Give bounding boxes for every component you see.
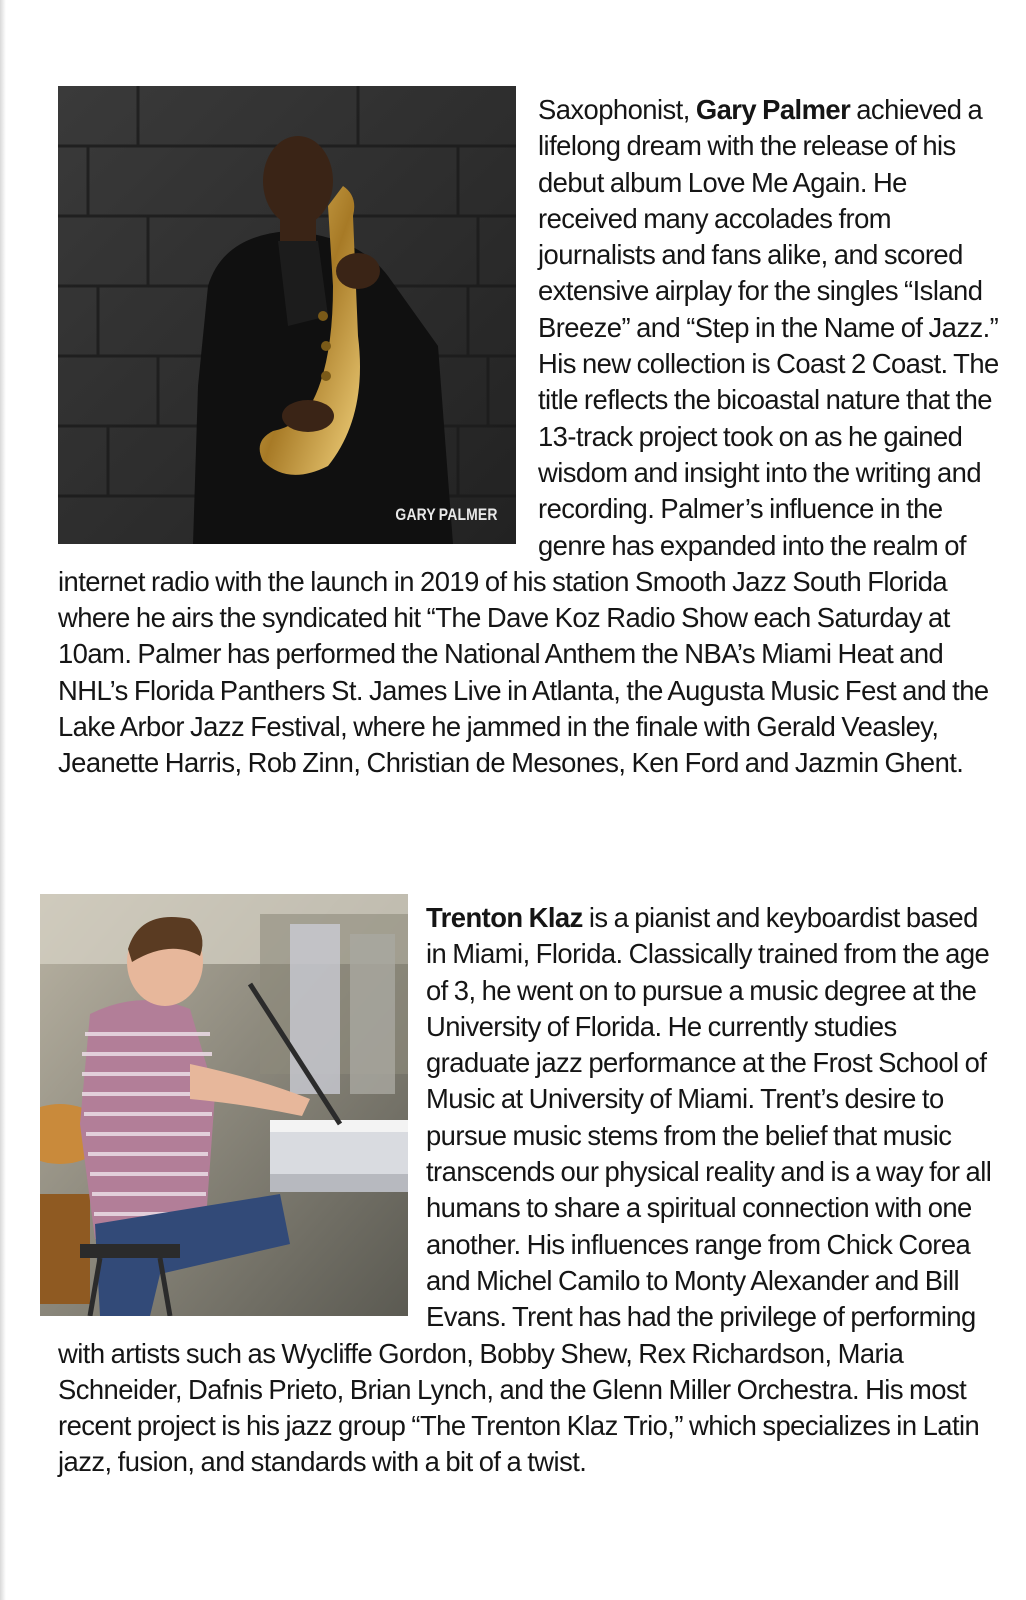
bio-trenton-klaz (58, 900, 1000, 1481)
trenton-klaz-bio-body: is a pianist and keyboardist based in Miami, Florida. Classically trained from the age of 3, he went on to pursue a music degree at the University of Florida. He currently studies graduate jazz performance at the Frost School of Music at University of Miami. Trent’s desire to pursue music stems from the belief that music transcends our physical reality and is a way for all humans to share a spiritual connection with one another. His influences range from Chick Corea and Michel Camilo to Monty Alexander and Bill Evans. Trent has had the privilege of performing with artists such as Wycliffe Gordon, Bobby Shew, Rex Richardson, Maria Schneider, Dafnis Prieto, Brian Lynch, and the Glenn Miller Orchestra. His most recent project is his jazz group “The Trenton Klaz Trio,” which specializes in Latin jazz, fusion, and standards with a bit of a twist. (58, 902, 992, 1478)
gary-palmer-photo (58, 86, 516, 544)
gary-palmer-bio-intro: Saxophonist, (538, 94, 696, 125)
gary-palmer-photo-caption: GARY PALMER (395, 504, 498, 524)
gary-palmer-photo-art (58, 86, 516, 544)
trenton-klaz-photo (40, 894, 408, 1316)
gary-palmer-bio-body: achieved a lifelong dream with the release of his debut album Love Me Again. He received many accolades from journalists and fans alike, and scored extensive airplay for the singles “Island Breeze” and “Step in the Name of Jazz.” His new collection is Coast 2 Coast. The title reflects the bicoastal nature that the 13-track project took on as he gained wisdom and insight into the writing and recording. Palmer’s influence in the genre has expanded into the realm of internet radio with the launch in 2019 of his station Smooth Jazz South Florida where he airs the syndicated hit “The Dave Koz Radio Show each Saturday at 10am. Palmer has performed the National Anthem the NBA’s Miami Heat and NHL’s Florida Panthers St. James Live in Atlanta, the Augusta Music Fest and the Lake Arbor Jazz Festival, where he jammed in the finale with Gerald Veasley, Jeanette Harris, Rob Zinn, Christian de Mesones, Ken Ford and Jazmin Ghent. (58, 94, 999, 779)
gary-palmer-name: Gary Palmer (695, 94, 851, 125)
bio-gary-palmer (58, 92, 1000, 782)
trenton-klaz-photo-art (40, 894, 408, 1316)
page-edge (0, 0, 6, 1600)
trenton-klaz-name: Trenton Klaz (426, 902, 583, 933)
